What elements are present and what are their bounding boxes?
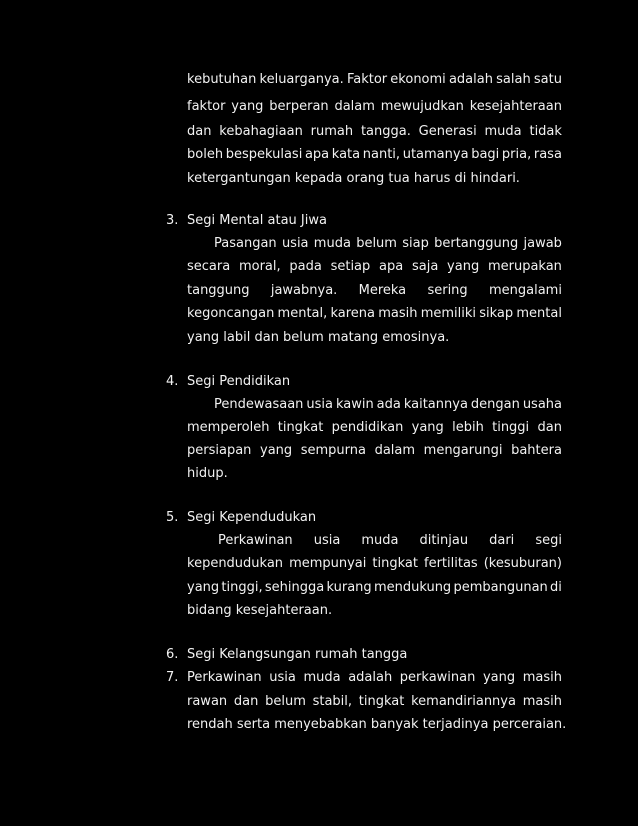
word: masih: [522, 694, 562, 709]
word: salah: [496, 72, 531, 87]
list-number: 5.: [166, 510, 179, 525]
word: pria,: [501, 147, 532, 162]
word: tinggi: [492, 420, 530, 435]
word: Pasangan: [214, 236, 277, 251]
word: yang: [411, 420, 444, 435]
word: masih: [378, 306, 418, 321]
paragraph-line: [214, 236, 562, 252]
word: muda: [313, 236, 351, 251]
word: Generasi: [418, 124, 477, 139]
word: mewujudkan: [380, 99, 464, 114]
word: jawab: [523, 236, 562, 251]
list-number: 4.: [166, 374, 179, 389]
intro-line: [187, 99, 562, 115]
section-title: Segi Pendidikan: [187, 374, 291, 389]
word: belum: [356, 236, 397, 251]
intro-line: [187, 124, 562, 140]
word: usaha: [522, 397, 562, 412]
word: Faktor: [346, 72, 388, 87]
word: kemandiriannya: [411, 694, 516, 709]
word: yang: [447, 259, 480, 274]
word: muda: [484, 124, 522, 139]
word: kebutuhan: [187, 72, 257, 87]
word: perkawinan: [399, 670, 476, 685]
word: kependudukan: [187, 556, 284, 571]
paragraph-line: [187, 259, 562, 275]
intro-line: [187, 147, 562, 163]
word: Pendewasaan: [214, 397, 304, 412]
word: karena: [330, 306, 376, 321]
word: segi: [535, 533, 562, 548]
word: saja: [411, 259, 439, 274]
section-title: Segi Kelangsungan rumah tangga: [187, 647, 408, 662]
list-number: 3.: [166, 213, 179, 228]
word: faktor: [187, 99, 226, 114]
word: mental,: [277, 306, 328, 321]
word: yang: [187, 580, 220, 595]
section-title: Segi Kependudukan: [187, 510, 317, 525]
word: berperan: [269, 99, 329, 114]
word: mengarungi: [423, 443, 503, 458]
word: muda: [303, 670, 341, 685]
word: sering: [427, 283, 468, 298]
word: moral,: [238, 259, 281, 274]
word: dan: [233, 694, 259, 709]
word: persiapan: [187, 443, 252, 458]
paragraph-line: bidang kesejahteraan.: [187, 603, 333, 618]
word: kaitannya: [403, 397, 468, 412]
word: tidak: [529, 124, 562, 139]
word: rawan: [187, 694, 228, 709]
word: rumah: [310, 124, 354, 139]
word: usia: [313, 533, 341, 548]
word: di: [550, 580, 562, 595]
word: bahtera: [511, 443, 562, 458]
word: keluarganya.: [259, 72, 344, 87]
word: belum: [265, 694, 306, 709]
word: rasa: [533, 147, 562, 162]
word: kata: [331, 147, 361, 162]
word: dalam: [334, 99, 375, 114]
word: bagi: [471, 147, 500, 162]
word: mendukung: [373, 580, 452, 595]
word: secara: [187, 259, 231, 274]
word: muda: [361, 533, 399, 548]
word: kurang: [326, 580, 372, 595]
word: tingkat: [358, 694, 405, 709]
paragraph-line: [187, 283, 562, 299]
word: dalam: [374, 443, 416, 458]
word: sikap: [479, 306, 514, 321]
word: memiliki: [420, 306, 477, 321]
intro-line: ketergantungan kepada orang tua harus di hindari.: [187, 171, 520, 186]
list-number: 7.: [166, 670, 179, 685]
word: ada: [376, 397, 401, 412]
word: mempunyai: [289, 556, 367, 571]
word: siap: [402, 236, 429, 251]
word: nanti,: [362, 147, 401, 162]
word: yang: [482, 670, 516, 685]
word: kawin: [335, 397, 374, 412]
paragraph-line: rendah serta menyebabkan banyak terjadinya perceraian.: [187, 717, 567, 732]
word: sempurna: [300, 443, 366, 458]
word: (kesuburan): [483, 556, 562, 571]
word: dengan: [470, 397, 520, 412]
paragraph-line: [218, 533, 562, 549]
word: Perkawinan: [187, 670, 262, 685]
word: dan: [537, 420, 562, 435]
word: dari: [489, 533, 515, 548]
paragraph-line: [187, 670, 562, 686]
word: utamanya: [402, 147, 469, 162]
word: satu: [533, 72, 562, 87]
word: pendidikan: [331, 420, 404, 435]
word: mengalami: [488, 283, 562, 298]
word: dan: [187, 124, 212, 139]
word: mental: [516, 306, 562, 321]
paragraph-line: [187, 556, 562, 572]
paragraph-line: [187, 694, 562, 710]
word: usia: [269, 670, 296, 685]
word: masih: [522, 670, 562, 685]
word: tinggi,: [221, 580, 263, 595]
word: setiap: [330, 259, 371, 274]
word: kesejahteraan: [469, 99, 562, 114]
word: kebahagiaan: [219, 124, 303, 139]
word: tingkat: [372, 556, 418, 571]
word: tanggung: [187, 283, 250, 298]
section-title: Segi Mental atau Jiwa: [187, 213, 327, 228]
paragraph-line: [187, 420, 562, 436]
word: Mereka: [358, 283, 407, 298]
paragraph-line: hidup.: [187, 466, 228, 481]
word: pada: [289, 259, 322, 274]
paragraph-line: [187, 443, 562, 459]
paragraph-line: [187, 580, 562, 596]
word: kegoncangan: [187, 306, 275, 321]
word: apa: [379, 259, 404, 274]
word: ditinjau: [419, 533, 469, 548]
paragraph-line: [187, 306, 562, 322]
word: pembangunan: [453, 580, 548, 595]
word: adalah: [448, 72, 493, 87]
paragraph-line: [214, 397, 562, 413]
word: yang: [231, 99, 264, 114]
word: yang: [260, 443, 293, 458]
word: Perkawinan: [218, 533, 293, 548]
word: sehingga: [264, 580, 325, 595]
word: stabil,: [312, 694, 353, 709]
word: jawabnya.: [270, 283, 338, 298]
list-number: 6.: [166, 647, 179, 662]
word: usia: [306, 397, 333, 412]
word: bertanggung: [434, 236, 519, 251]
paragraph-line: yang labil dan belum matang emosinya.: [187, 330, 450, 345]
word: memperoleh: [187, 420, 270, 435]
word: usia: [281, 236, 309, 251]
word: adalah: [348, 670, 393, 685]
word: lebih: [452, 420, 484, 435]
intro-line: [187, 72, 562, 88]
word: ekonomi: [390, 72, 446, 87]
word: bespekulasi: [225, 147, 303, 162]
word: apa: [304, 147, 330, 162]
word: merupakan: [487, 259, 562, 274]
word: boleh: [187, 147, 224, 162]
word: fertilitas: [424, 556, 478, 571]
word: tingkat: [277, 420, 324, 435]
word: tangga.: [360, 124, 411, 139]
